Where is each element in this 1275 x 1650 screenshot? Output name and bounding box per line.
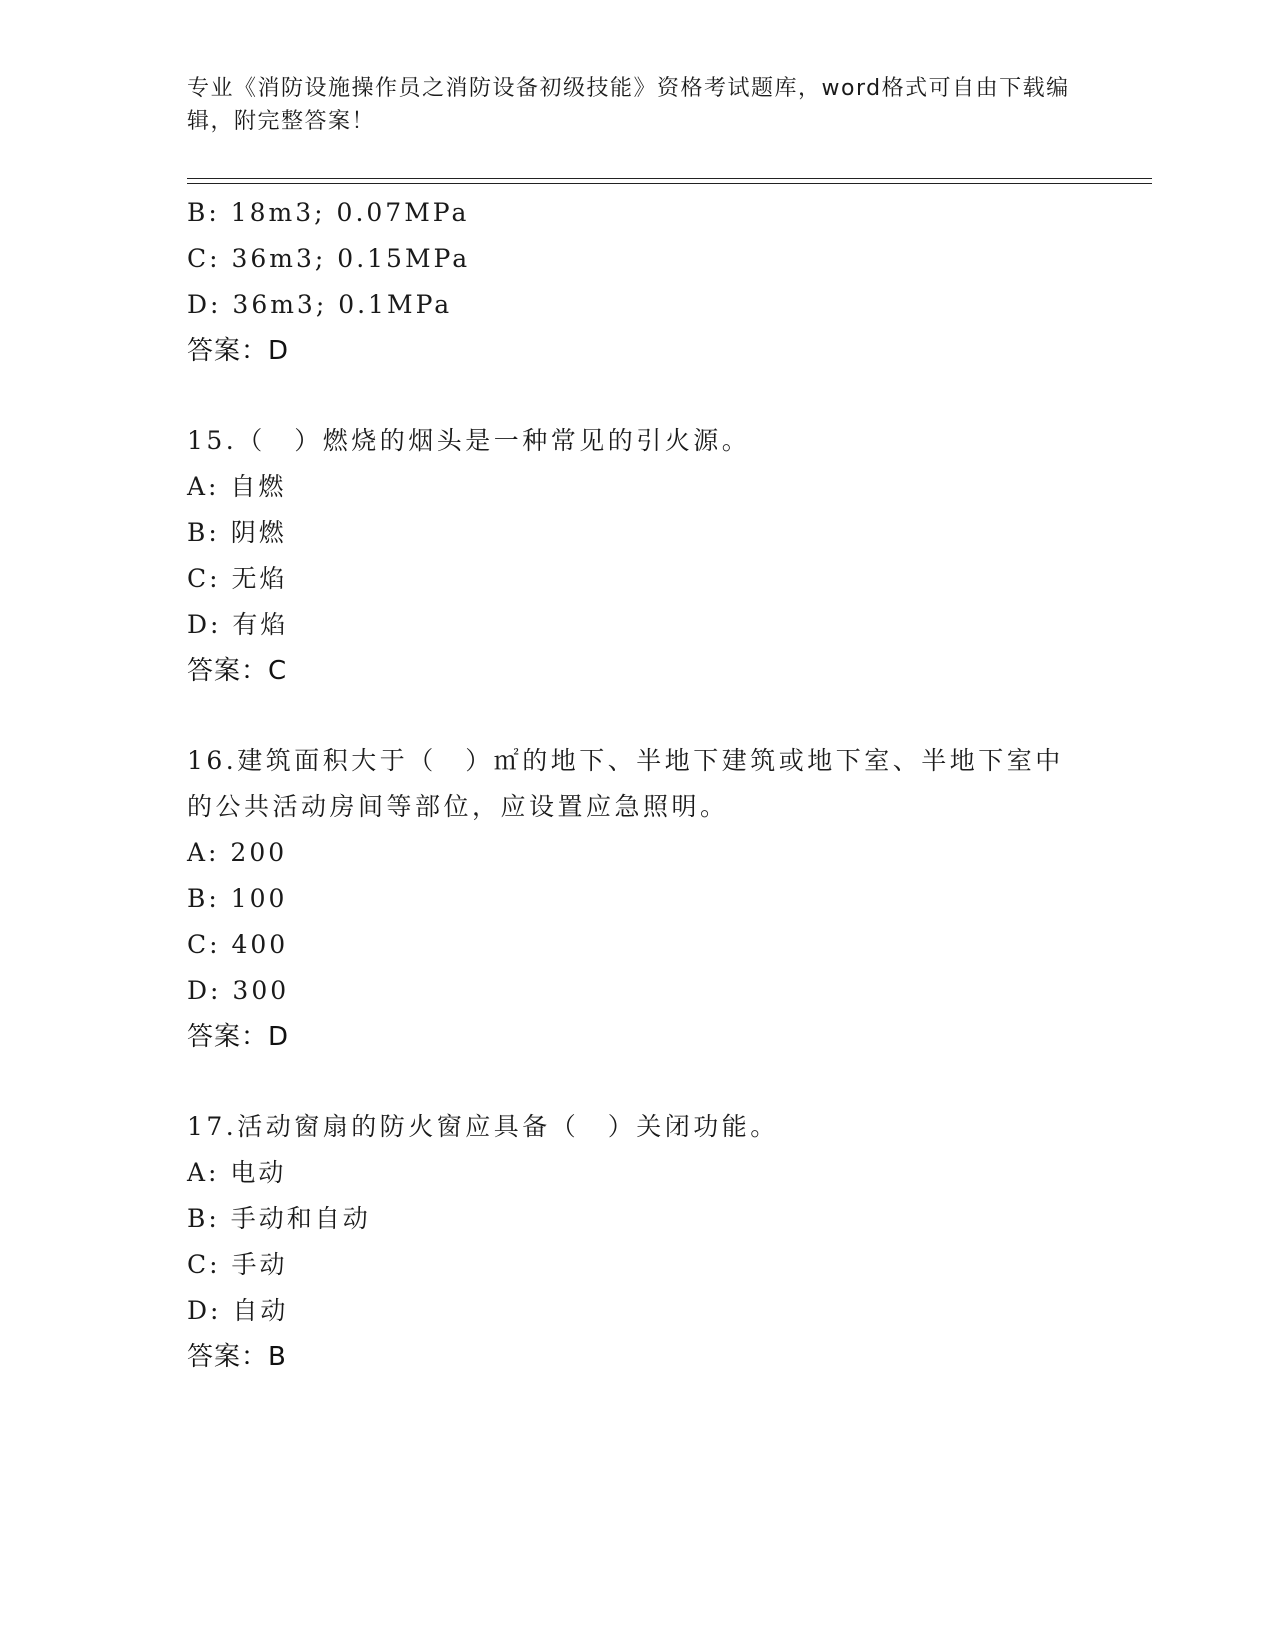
question-list [187, 190, 1152, 1380]
header-divider-top [187, 178, 1152, 179]
option-b: B: 100 [187, 884, 288, 913]
option-d: D: 自动 [187, 1296, 289, 1325]
answer-line: 答案：C [187, 656, 288, 686]
option-a: A: 200 [187, 838, 288, 867]
option-b: B: 手动和自动 [187, 1204, 371, 1233]
option-c: C: 36m3; 0.15MPa [187, 244, 471, 273]
document-header: 专业《消防设施操作员之消防设备初级技能》资格考试题库，word格式可自由下载编辑，附完整答案！ [187, 76, 1070, 134]
question-text: 17.活动窗扇的防火窗应具备（ ）关闭功能。 [187, 1112, 779, 1141]
question-block-17 [187, 1104, 1152, 1380]
answer-line: 答案：D [187, 1022, 290, 1052]
answer-line: 答案：B [187, 1342, 287, 1372]
option-d: D: 36m3; 0.1MPa [187, 290, 453, 319]
option-c: C: 手动 [187, 1250, 288, 1279]
option-a: A: 自燃 [187, 472, 287, 501]
option-d: D: 300 [187, 976, 290, 1005]
question-text: 15.（ ）燃烧的烟头是一种常见的引火源。 [187, 426, 751, 455]
question-block-15 [187, 418, 1152, 694]
option-b: B: 18m3; 0.07MPa [187, 198, 470, 227]
answer-line: 答案：D [187, 336, 290, 366]
option-c: C: 400 [187, 930, 289, 959]
question-block-16 [187, 738, 1152, 1060]
option-b: B: 阴燃 [187, 518, 287, 547]
option-c: C: 无焰 [187, 564, 288, 593]
header-divider-bottom [187, 183, 1152, 184]
option-a: A: 电动 [187, 1158, 287, 1187]
question-text: 16.建筑面积大于（ ）㎡的地下、半地下建筑或地下室、半地下室中的公共活动房间等部位，应设置应急照明。 [187, 746, 1064, 821]
document-page [187, 0, 1152, 1650]
question-block-14 [187, 190, 1152, 374]
option-d: D: 有焰 [187, 610, 289, 639]
